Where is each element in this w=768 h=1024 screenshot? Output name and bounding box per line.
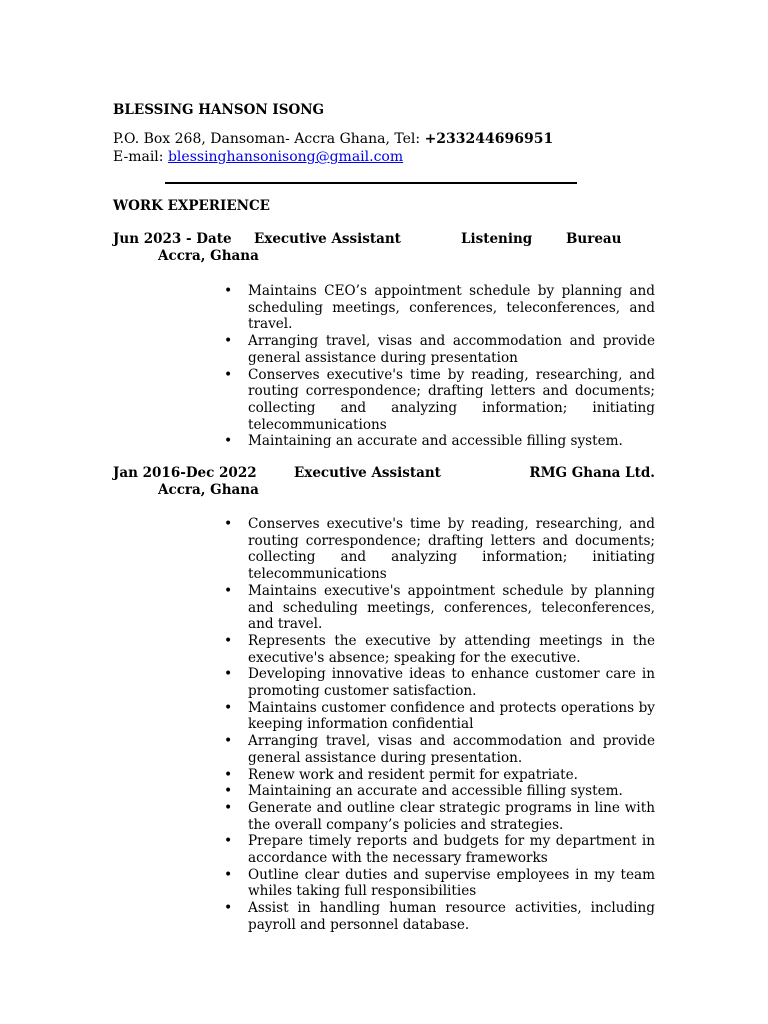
job-dates: Jun 2023 - Date: [113, 231, 232, 247]
job-duties-2: [248, 516, 655, 934]
job-title: Executive Assistant: [294, 465, 441, 481]
work-experience-heading: WORK EXPERIENCE: [113, 198, 270, 214]
job-header-2: [113, 465, 655, 499]
job-employer-part1: Listening: [461, 231, 533, 247]
list-item: • Generate and outline clear strategic programs in line with the overall company’s policies and strategies.: [248, 800, 655, 833]
list-item: • Conserves executive's time by reading, researching, and routing correspondence; drafting letters and documents; collecting and analyzing information; initiating telecommunications: [248, 516, 655, 583]
list-item: • Prepare timely reports and budgets for my department in accordance with the necessary frameworks: [248, 833, 655, 866]
email-line: [113, 148, 403, 166]
list-item: • Maintains customer confidence and protects operations by keeping information confidential: [248, 700, 655, 733]
job-duties-1: [248, 283, 655, 450]
list-item: • Maintains CEO’s appointment schedule by planning and scheduling meetings, conferences, teleconferences, and travel.: [248, 283, 655, 333]
phone-number: +233244696951: [424, 131, 554, 147]
email-link[interactable]: blessinghansonisong@gmail.com: [167, 149, 404, 165]
list-item: • Developing innovative ideas to enhance customer care in promoting customer satisfaction.: [248, 666, 655, 699]
list-item: • Arranging travel, visas and accommodation and provide general assistance during presentation: [248, 333, 655, 366]
list-item: • Arranging travel, visas and accommodation and provide general assistance during presentation.: [248, 733, 655, 766]
list-item: • Maintaining an accurate and accessible filling system.: [248, 433, 655, 450]
address-text: P.O. Box 268, Dansoman- Accra Ghana, Tel:: [113, 131, 425, 147]
list-item: • Outline clear duties and supervise employees in my team whiles taking full responsibilities: [248, 867, 655, 900]
job-dates: Jan 2016-Dec 2022: [113, 465, 257, 481]
address-line: [113, 130, 553, 148]
job-employer: RMG Ghana Ltd.: [529, 465, 655, 481]
list-item: • Conserves executive's time by reading, researching, and routing correspondence; drafting letters and documents; collecting and analyzing information; initiating telecommunications: [248, 367, 655, 434]
email-label: E-mail:: [113, 149, 168, 165]
list-item: • Renew work and resident permit for expatriate.: [248, 767, 655, 784]
list-item: • Maintaining an accurate and accessible filling system.: [248, 783, 655, 800]
header-divider: [165, 182, 577, 184]
job-header-1: [113, 231, 655, 265]
list-item: • Represents the executive by attending meetings in the executive's absence; speaking for the executive.: [248, 633, 655, 666]
job-location: Accra, Ghana: [158, 248, 259, 264]
job-location: Accra, Ghana: [158, 482, 259, 498]
list-item: • Assist in handling human resource activities, including payroll and personnel database.: [248, 900, 655, 933]
job-employer-part2: Bureau: [566, 231, 622, 247]
candidate-name: BLESSING HANSON ISONG: [113, 102, 325, 118]
job-title: Executive Assistant: [254, 231, 401, 247]
list-item: • Maintains executive's appointment schedule by planning and scheduling meetings, conferences, teleconferences, and travel.: [248, 583, 655, 633]
